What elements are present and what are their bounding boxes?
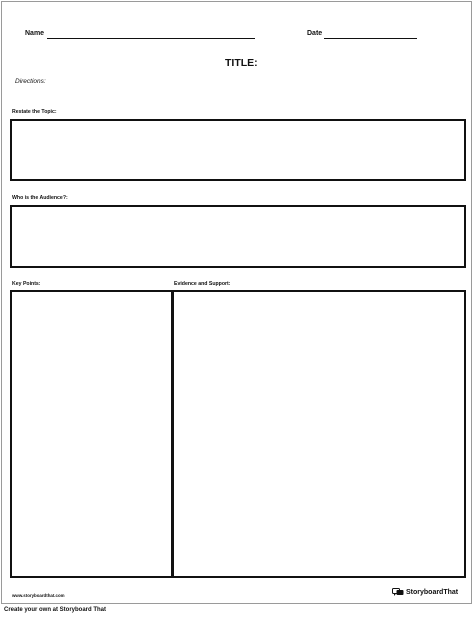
name-label: Name [25,30,45,37]
date-line [324,38,417,39]
key-points-box [10,290,173,578]
storyboard-that-logo-icon [392,588,404,597]
audience-box [10,205,466,268]
page-title: TITLE: [225,57,258,69]
evidence-box [172,290,466,578]
name-line [47,38,255,39]
date-label: Date [307,30,323,37]
restate-topic-box [10,119,466,181]
restate-topic-label: Restate the Topic: [12,109,57,115]
directions-label: Directions: [15,78,46,85]
worksheet-page [1,1,472,604]
evidence-label: Evidence and Support: [174,281,231,287]
create-your-own-link[interactable]: Create your own at Storyboard That [4,607,107,613]
key-points-label: Key Points: [12,281,41,287]
storyboardthat-url: www.storyboardthat.com [12,593,65,598]
brand-name: StoryboardThat [406,589,459,596]
brand-mark [392,588,458,597]
audience-label: Who is the Audience?: [12,195,68,201]
